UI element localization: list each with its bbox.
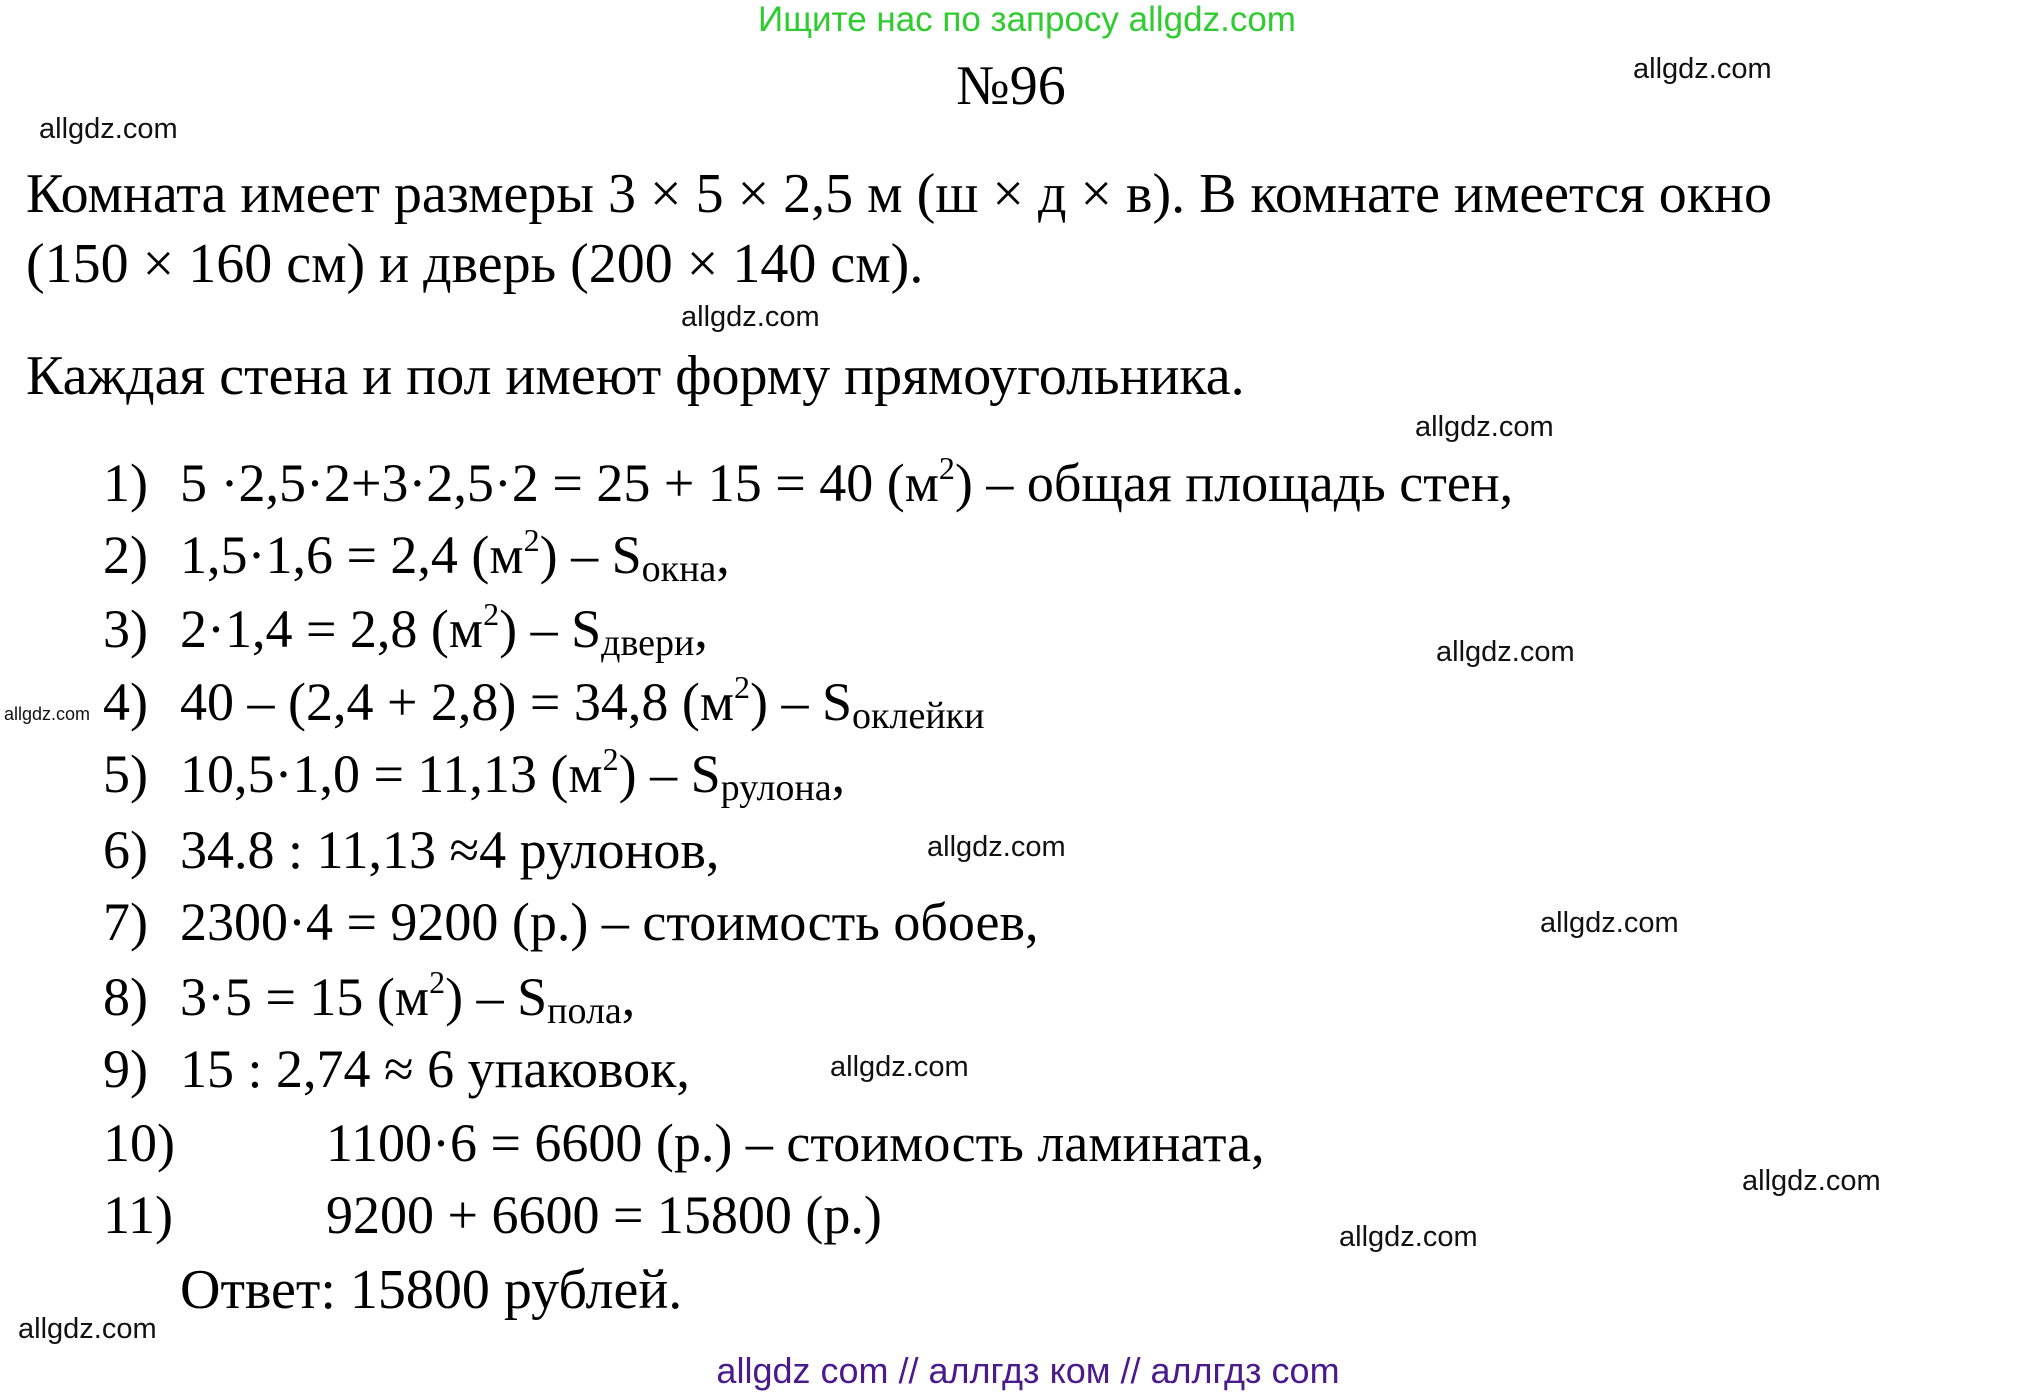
step-expression (180, 450, 1514, 513)
watermark: allgdz.com (4, 704, 91, 724)
step-pre: 2300·4 = 9200 (р.) – стоимость обоев, (180, 892, 1039, 952)
step-label: 11) (103, 1185, 173, 1245)
step-expression (180, 669, 985, 737)
watermark: allgdz.com (1742, 1165, 1881, 1197)
step-mid: ) – S (618, 744, 721, 804)
step-pre: 9200 + 6600 = 15800 (р.) (326, 1185, 882, 1245)
step-label: 8) (103, 967, 148, 1027)
step-mid: ) – общая площадь стен, (954, 453, 1514, 513)
step-sup: 2 (938, 450, 955, 486)
step-expression (180, 741, 846, 809)
step-post: , (621, 967, 636, 1027)
step-sub: двери (601, 622, 695, 664)
step-sup: 2 (483, 596, 500, 632)
step-expression (180, 894, 1038, 950)
step-sub: рулона (720, 767, 832, 809)
step-post: , (716, 525, 730, 585)
step-mid: ) – S (750, 672, 853, 732)
step-pre: 2·1,4 = 2,8 (м (180, 599, 484, 659)
watermark: allgdz.com (927, 831, 1066, 863)
step-label: 1) (103, 453, 148, 513)
step-sub: оклейки (852, 695, 985, 737)
watermark: allgdz.com (1540, 907, 1679, 939)
step-pre: 5 ·2,5·2+3·2,5·2 = 25 + 15 = 40 (м (180, 453, 939, 513)
problem-number: №96 (956, 55, 1066, 117)
step-sub: пола (547, 990, 622, 1032)
step-mid: ) – S (445, 967, 548, 1027)
watermark: allgdz.com (681, 301, 820, 333)
step-pre: 3·5 = 15 (м (180, 967, 430, 1027)
watermark: allgdz.com (1436, 636, 1575, 668)
step-expression (180, 1041, 690, 1097)
step-pre: 10,5·1,0 = 11,13 (м (180, 744, 603, 804)
step-post: , (694, 599, 708, 659)
problem-text-line-2: (150 × 160 см) и дверь (200 × 140 см). (26, 233, 924, 295)
step-label: 5) (103, 744, 148, 804)
watermark: allgdz.com (1633, 53, 1772, 85)
step-expression (326, 1187, 882, 1243)
step-mid: ) – S (499, 599, 602, 659)
step-label: 4) (103, 672, 148, 732)
step-pre: 1,5·1,6 = 2,4 (м (180, 525, 524, 585)
problem-text-line-1: Комната имеет размеры 3 × 5 × 2,5 м (ш × д × в). В комнате имеется окно (26, 163, 1772, 225)
watermark: allgdz.com (830, 1051, 969, 1083)
step-label: 3) (103, 599, 148, 659)
step-label: 7) (103, 892, 148, 952)
promo-banner: Ищите нас по запросу allgdz.com (758, 0, 1296, 39)
watermark: allgdz.com (1415, 411, 1554, 443)
watermark: allgdz.com (1339, 1221, 1478, 1253)
step-sub: окна (641, 548, 717, 590)
answer: Ответ: 15800 рублей. (180, 1259, 683, 1321)
step-label: 6) (103, 820, 148, 880)
problem-text-line-3: Каждая стена и пол имеют форму прямоугольника. (26, 345, 1245, 407)
step-label: 9) (103, 1039, 148, 1099)
step-label: 10) (103, 1113, 175, 1173)
step-sup: 2 (602, 741, 619, 777)
step-mid: ) – S (539, 525, 642, 585)
step-sup: 2 (429, 964, 446, 1000)
step-sup: 2 (523, 522, 540, 558)
step-expression (180, 522, 730, 590)
footer-links[interactable]: allgdz com // аллгдз ком // аллгдз com (716, 1350, 1340, 1391)
step-pre: 15 : 2,74 ≈ 6 упаковок, (180, 1039, 690, 1099)
watermark: allgdz.com (18, 1313, 157, 1345)
step-expression (180, 964, 636, 1032)
step-expression (326, 1115, 1265, 1171)
step-expression (180, 596, 708, 664)
step-pre: 34.8 : 11,13 ≈4 рулонов, (180, 820, 720, 880)
step-pre: 1100·6 = 6600 (р.) – стоимость ламината, (326, 1113, 1265, 1173)
step-post: , (831, 744, 846, 804)
step-expression (180, 822, 719, 878)
step-label: 2) (103, 525, 148, 585)
watermark: allgdz.com (39, 113, 178, 145)
step-sup: 2 (734, 669, 751, 705)
step-pre: 40 – (2,4 + 2,8) = 34,8 (м (180, 672, 735, 732)
